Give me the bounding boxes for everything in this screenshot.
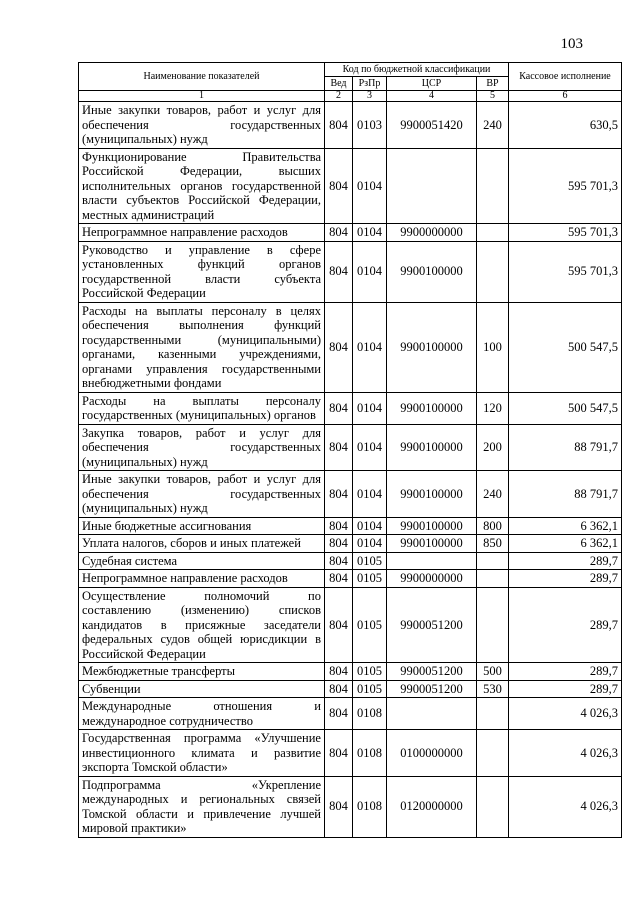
row-rzpr: 0103 [353,102,387,149]
row-rzpr: 0105 [353,552,387,570]
row-rzpr: 0104 [353,392,387,424]
row-csr: 0100000000 [387,730,477,777]
row-vr [477,776,509,837]
table-row [79,587,622,663]
header-csr: ЦСР [387,77,477,91]
row-csr: 9900100000 [387,241,477,302]
header-name: Наименование показателей [79,63,325,91]
table-row [79,302,622,392]
row-ved: 804 [325,776,353,837]
row-csr: 0120000000 [387,776,477,837]
table-row [79,680,622,698]
row-csr [387,552,477,570]
row-vr [477,148,509,224]
row-vr: 200 [477,424,509,471]
row-csr: 9900100000 [387,392,477,424]
row-csr: 9900000000 [387,224,477,242]
row-ved: 804 [325,698,353,730]
row-amount: 88 791,7 [509,471,622,518]
row-rzpr: 0104 [353,424,387,471]
row-name: Осуществление полномочий по составлению (изменению) списков кандидатов в присяжные заседатели федеральных судов общей юрисдикции в Российской Федерации [79,587,325,663]
row-csr: 9900051420 [387,102,477,149]
row-ved: 804 [325,302,353,392]
row-rzpr: 0104 [353,224,387,242]
row-rzpr: 0108 [353,698,387,730]
row-amount: 289,7 [509,680,622,698]
table-row [79,535,622,553]
row-csr: 9900000000 [387,570,477,588]
row-name: Иные закупки товаров, работ и услуг для обеспечения государственных (муниципальных) нужд [79,102,325,149]
row-name: Иные бюджетные ассигнования [79,517,325,535]
table-row [79,570,622,588]
row-csr: 9900051200 [387,587,477,663]
row-name: Межбюджетные трансферты [79,663,325,681]
row-amount: 289,7 [509,552,622,570]
col-number: 2 [325,91,353,102]
row-amount: 4 026,3 [509,776,622,837]
header-amount: Кассовое исполнение [509,63,622,91]
row-csr: 9900100000 [387,424,477,471]
col-number: 6 [509,91,622,102]
table-row [79,776,622,837]
row-csr: 9900100000 [387,471,477,518]
row-name: Закупка товаров, работ и услуг для обеспечения государственных (муниципальных) нужд [79,424,325,471]
row-ved: 804 [325,535,353,553]
budget-table [78,62,622,838]
row-amount: 500 547,5 [509,302,622,392]
row-rzpr: 0104 [353,517,387,535]
row-vr [477,698,509,730]
table-row [79,698,622,730]
row-ved: 804 [325,730,353,777]
row-vr: 100 [477,302,509,392]
row-amount: 289,7 [509,663,622,681]
row-name: Расходы на выплаты персоналу государственных (муниципальных) органов [79,392,325,424]
table-row [79,663,622,681]
row-ved: 804 [325,224,353,242]
row-rzpr: 0104 [353,302,387,392]
row-ved: 804 [325,680,353,698]
row-amount: 289,7 [509,587,622,663]
row-vr: 850 [477,535,509,553]
row-vr [477,587,509,663]
header-code-group: Код по бюджетной классификации [325,63,509,77]
row-rzpr: 0108 [353,730,387,777]
col-number: 4 [387,91,477,102]
row-ved: 804 [325,148,353,224]
row-vr: 530 [477,680,509,698]
row-vr: 240 [477,102,509,149]
table-row [79,148,622,224]
table-row [79,241,622,302]
row-rzpr: 0104 [353,241,387,302]
header-vr: ВР [477,77,509,91]
row-rzpr: 0104 [353,535,387,553]
table-row [79,424,622,471]
row-csr: 9900100000 [387,302,477,392]
row-vr: 800 [477,517,509,535]
table-row [79,224,622,242]
row-csr: 9900100000 [387,517,477,535]
row-name: Расходы на выплаты персоналу в целях обеспечения выполнения функций государственными (муниципальными) органами, казенными учреждениями, органами управления государственными внебюджетными фондами [79,302,325,392]
row-rzpr: 0108 [353,776,387,837]
row-amount: 4 026,3 [509,730,622,777]
header-row [79,63,622,77]
row-amount: 289,7 [509,570,622,588]
row-name: Иные закупки товаров, работ и услуг для обеспечения государственных (муниципальных) нужд [79,471,325,518]
row-ved: 804 [325,102,353,149]
row-vr: 120 [477,392,509,424]
row-amount: 595 701,3 [509,241,622,302]
row-name: Подпрограмма «Укрепление международных и региональных связей Томской области и привлечение лучшей мировой практики» [79,776,325,837]
row-vr [477,224,509,242]
table-row [79,517,622,535]
row-amount: 6 362,1 [509,535,622,553]
row-csr [387,148,477,224]
table-row [79,392,622,424]
row-name: Непрограммное направление расходов [79,224,325,242]
row-amount: 88 791,7 [509,424,622,471]
row-amount: 500 547,5 [509,392,622,424]
row-ved: 804 [325,517,353,535]
row-name: Непрограммное направление расходов [79,570,325,588]
row-csr: 9900051200 [387,680,477,698]
row-name: Государственная программа «Улучшение инвестиционного климата и развитие экспорта Томской области» [79,730,325,777]
row-vr: 500 [477,663,509,681]
header-ved: Вед [325,77,353,91]
header-rzpr: РзПр [353,77,387,91]
col-number: 1 [79,91,325,102]
row-ved: 804 [325,663,353,681]
row-ved: 804 [325,241,353,302]
row-ved: 804 [325,424,353,471]
row-rzpr: 0105 [353,570,387,588]
table-row [79,730,622,777]
col-number: 5 [477,91,509,102]
row-amount: 595 701,3 [509,148,622,224]
row-name: Уплата налогов, сборов и иных платежей [79,535,325,553]
row-rzpr: 0105 [353,587,387,663]
column-numbers-row [79,91,622,102]
table-row [79,552,622,570]
row-amount: 630,5 [509,102,622,149]
row-ved: 804 [325,392,353,424]
row-vr [477,241,509,302]
row-amount: 4 026,3 [509,698,622,730]
row-name: Субвенции [79,680,325,698]
row-ved: 804 [325,471,353,518]
row-name: Международные отношения и международное сотрудничество [79,698,325,730]
row-vr [477,570,509,588]
col-number: 3 [353,91,387,102]
row-ved: 804 [325,552,353,570]
table-row [79,471,622,518]
row-name: Функционирование Правительства Российской Федерации, высших исполнительных органов государственной власти субъектов Российской Федерации, местных администраций [79,148,325,224]
row-amount: 595 701,3 [509,224,622,242]
row-ved: 804 [325,570,353,588]
row-rzpr: 0104 [353,148,387,224]
row-rzpr: 0104 [353,471,387,518]
row-name: Судебная система [79,552,325,570]
row-rzpr: 0105 [353,680,387,698]
row-csr: 9900051200 [387,663,477,681]
table-row [79,102,622,149]
row-amount: 6 362,1 [509,517,622,535]
row-ved: 804 [325,587,353,663]
page-number: 103 [560,36,583,52]
row-csr [387,698,477,730]
row-csr: 9900100000 [387,535,477,553]
row-vr [477,730,509,777]
row-vr [477,552,509,570]
row-vr: 240 [477,471,509,518]
row-rzpr: 0105 [353,663,387,681]
row-name: Руководство и управление в сфере установленных функций органов государственной власти субъекта Российской Федерации [79,241,325,302]
